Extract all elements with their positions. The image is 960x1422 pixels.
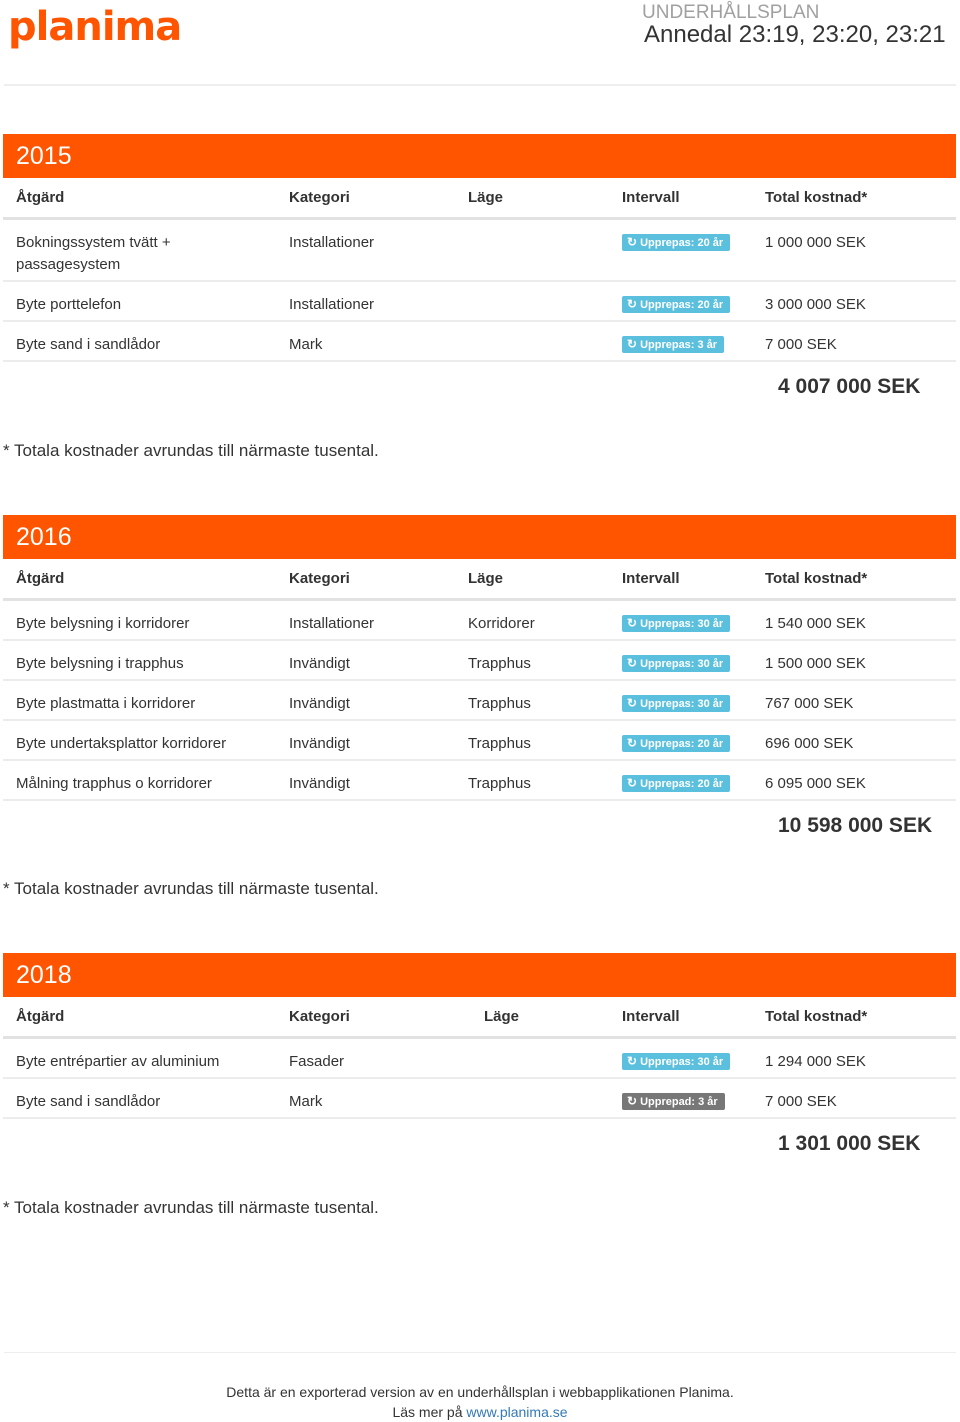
row-location: Trapphus — [468, 775, 531, 792]
table-row — [3, 282, 956, 322]
section-total: 1 301 000 SEK — [778, 1132, 921, 1155]
row-action: Byte porttelefon — [16, 296, 122, 313]
interval-badge: ↻ Upprepas: 20 år — [622, 735, 730, 752]
column-total: Total kostnad* — [765, 1007, 868, 1025]
row-cost: 1 540 000 SEK — [765, 615, 866, 632]
row-category: Invändigt — [289, 775, 350, 792]
row-action: Byte belysning i korridorer — [16, 615, 190, 632]
section-total-row — [3, 801, 956, 851]
interval-badge-completed: ↻ Upprepad: 3 år — [622, 1093, 725, 1110]
row-cost: 1 500 000 SEK — [765, 655, 866, 672]
column-category: Kategori — [289, 569, 350, 587]
table-row — [3, 761, 956, 801]
row-category: Installationer — [289, 296, 375, 313]
row-category: Installationer — [289, 234, 375, 251]
table-row — [3, 641, 956, 681]
row-location: Trapphus — [468, 695, 531, 712]
table-header — [3, 178, 956, 220]
refresh-icon: ↻ — [627, 736, 638, 750]
interval-badge: ↻ Upprepas: 20 år — [622, 775, 730, 792]
table-row — [3, 220, 956, 282]
column-location: Läge — [468, 188, 504, 206]
year-section-2015 — [3, 134, 956, 412]
row-category: Invändigt — [289, 735, 350, 752]
interval-badge: ↻ Upprepas: 30 år — [622, 655, 730, 672]
interval-badge: ↻ Upprepas: 30 år — [622, 615, 730, 632]
row-action: Byte belysning i trapphus — [16, 655, 184, 672]
row-location: Trapphus — [468, 655, 531, 672]
table-row — [3, 1079, 956, 1119]
column-interval: Intervall — [622, 188, 680, 206]
section-total-row — [3, 362, 956, 412]
column-location: Läge — [468, 569, 504, 587]
column-action: Åtgärd — [16, 1007, 65, 1025]
refresh-icon: ↻ — [627, 616, 638, 630]
table-row — [3, 721, 956, 761]
row-action: Byte sand i sandlådor — [16, 336, 161, 353]
refresh-icon: ↻ — [627, 656, 638, 670]
column-category: Kategori — [289, 1007, 350, 1025]
row-cost: 1 000 000 SEK — [765, 234, 866, 251]
interval-badge: ↻ Upprepas: 30 år — [622, 695, 730, 712]
year-section-2018 — [3, 953, 956, 1169]
row-cost: 1 294 000 SEK — [765, 1053, 866, 1070]
row-category: Installationer — [289, 615, 375, 632]
table-header — [3, 997, 956, 1039]
refresh-icon: ↻ — [627, 235, 638, 249]
interval-badge: ↻ Upprepas: 20 år — [622, 296, 730, 313]
header-divider — [4, 84, 956, 86]
row-cost: 3 000 000 SEK — [765, 296, 866, 313]
document-title: Annedal 23:19, 23:20, 23:21 — [644, 21, 946, 48]
footnote: * Totala kostnader avrundas till närmaste tusental. — [3, 879, 379, 898]
section-total: 10 598 000 SEK — [778, 814, 933, 837]
year-heading: 2016 — [3, 515, 956, 559]
table-row — [3, 322, 956, 362]
column-total: Total kostnad* — [765, 188, 868, 206]
row-action: Bokningssystem tvätt + passagesystem — [16, 234, 171, 273]
refresh-icon: ↻ — [627, 776, 638, 790]
row-cost: 7 000 SEK — [765, 1093, 837, 1110]
year-heading: 2018 — [3, 953, 956, 997]
row-location: Korridorer — [468, 615, 535, 632]
column-action: Åtgärd — [16, 188, 65, 206]
column-interval: Intervall — [622, 569, 680, 587]
row-location: Trapphus — [468, 735, 531, 752]
interval-badge: ↻ Upprepas: 3 år — [622, 336, 724, 353]
column-location: Läge — [484, 1007, 520, 1025]
column-interval: Intervall — [622, 1007, 680, 1025]
row-category: Mark — [289, 1093, 323, 1110]
refresh-icon: ↻ — [627, 696, 638, 710]
section-total: 4 007 000 SEK — [778, 375, 921, 398]
year-heading: 2015 — [3, 134, 956, 178]
planima-link[interactable]: www.planima.se — [466, 1404, 568, 1420]
row-cost: 696 000 SEK — [765, 735, 854, 752]
footnote: * Totala kostnader avrundas till närmaste tusental. — [3, 441, 379, 460]
refresh-icon: ↻ — [627, 337, 638, 351]
column-category: Kategori — [289, 188, 350, 206]
interval-badge: ↻ Upprepas: 30 år — [622, 1053, 730, 1070]
table-row — [3, 601, 956, 641]
column-action: Åtgärd — [16, 569, 65, 587]
planima-logo: planima — [8, 4, 182, 50]
page-header — [0, 0, 960, 86]
row-category: Mark — [289, 336, 323, 353]
row-action: Byte sand i sandlådor — [16, 1093, 161, 1110]
footer-text: Detta är en exporterad version av en underhållsplan i webbapplikationen Planima. — [226, 1384, 734, 1400]
year-section-2016 — [3, 515, 956, 851]
column-total: Total kostnad* — [765, 569, 868, 587]
row-category: Invändigt — [289, 655, 350, 672]
row-action: Byte entrépartier av aluminium — [16, 1053, 220, 1070]
footnote: * Totala kostnader avrundas till närmaste tusental. — [3, 1198, 379, 1217]
row-action: Byte plastmatta i korridorer — [16, 695, 196, 712]
row-cost: 767 000 SEK — [765, 695, 854, 712]
row-cost: 7 000 SEK — [765, 336, 837, 353]
refresh-icon: ↻ — [627, 1054, 638, 1068]
section-total-row — [3, 1119, 956, 1169]
footer-link-line: Läs mer på www.planima.se — [392, 1404, 568, 1420]
footer-divider — [4, 1352, 956, 1353]
interval-badge: ↻ Upprepas: 20 år — [622, 234, 730, 251]
table-header — [3, 559, 956, 601]
table-row — [3, 1039, 956, 1079]
refresh-icon: ↻ — [627, 1094, 638, 1108]
row-category: Fasader — [289, 1053, 345, 1070]
table-row — [3, 681, 956, 721]
row-category: Invändigt — [289, 695, 350, 712]
row-action: Målning trapphus o korridorer — [16, 775, 212, 792]
row-action: Byte undertaksplattor korridorer — [16, 735, 227, 752]
document-type: UNDERHÅLLSPLAN — [642, 2, 820, 23]
page-footer — [0, 1382, 960, 1422]
row-cost: 6 095 000 SEK — [765, 775, 866, 792]
refresh-icon: ↻ — [627, 297, 638, 311]
